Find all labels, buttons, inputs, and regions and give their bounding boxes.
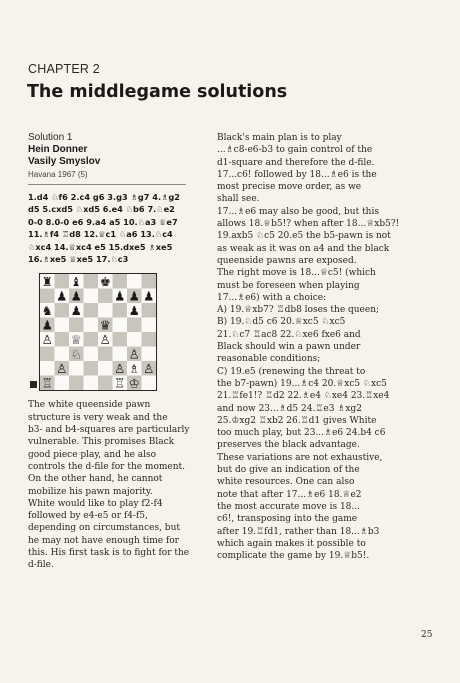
page-number: 25 <box>421 630 433 640</box>
square-b1 <box>55 376 70 391</box>
white-pawn-a4-icon: ♙ <box>41 332 53 348</box>
text-line: controls the d-file for the moment. <box>28 461 186 472</box>
text-line: 19.axb5 ♘c5 20.e5 the b5-pawn is not <box>217 231 391 242</box>
white-pawn-b2-icon: ♙ <box>56 361 68 377</box>
text-line: A) 19.♕xb7? ♖db8 loses the queen; <box>217 305 380 316</box>
text-line: Black's main plan is to play <box>217 133 342 143</box>
black-player: Vasily Smyslov <box>28 156 101 167</box>
square-c2 <box>69 361 84 376</box>
text-line: The right move is 18...♕c5! (which <box>217 268 376 279</box>
text-line: C) 19.e5 (renewing the threat to <box>217 366 366 377</box>
square-a3 <box>40 347 55 362</box>
text-line: c6!, transposing into the game <box>217 514 358 525</box>
black-pawn-a5-icon: ♟ <box>41 317 53 333</box>
text-line: complicate the game by 19.♕b5!. <box>217 551 370 562</box>
white-knight-c3-icon: ♘ <box>70 346 82 362</box>
square-e7 <box>98 289 113 304</box>
text-line: 17...c6! followed by 18...♗e6 is the <box>217 169 377 180</box>
square-e6 <box>98 303 113 318</box>
square-b4 <box>55 332 70 347</box>
square-h4 <box>142 332 157 347</box>
text-line: The white queenside pawn <box>28 400 151 411</box>
text-line: this. His first task is to fight for the <box>28 548 190 558</box>
white-pawn-h2-icon: ♙ <box>143 361 155 377</box>
turn-marker-icon <box>30 381 37 388</box>
black-pawn-c6-icon: ♟ <box>70 303 82 319</box>
square-f3 <box>113 347 128 362</box>
text-line: ...♗c8-e6-b3 to gain control of the <box>217 145 373 156</box>
white-pawn-g3-icon: ♙ <box>128 346 140 362</box>
text-line: 17...♗e6) with a choice: <box>217 292 327 303</box>
square-b5 <box>55 318 70 333</box>
white-bishop-g2-icon: ♗ <box>128 361 140 377</box>
white-player: Hein Donner <box>28 144 88 155</box>
text-line: allows 18.♕b5!? when after 18...♕xb5?! <box>217 219 400 230</box>
square-c1 <box>69 376 84 391</box>
text-line: d1-square and therefore the d-file. <box>217 157 375 168</box>
event-info: Havana 1967 (5) <box>28 170 88 179</box>
text-line: most precise move order, as we <box>217 182 362 193</box>
text-line: and now 23...♗d5 24.♖e3 ♗xg2 <box>217 403 362 414</box>
chess-diagram <box>28 273 210 391</box>
left-body-text <box>28 399 210 571</box>
text-line: These variations are not exhaustive, <box>217 452 383 463</box>
text-line: preserves the black advantage. <box>217 440 360 451</box>
left-column <box>28 132 210 572</box>
square-h3 <box>142 347 157 362</box>
text-line: mobilize his pawn majority. <box>28 486 153 497</box>
square-d5 <box>84 318 99 333</box>
text-line: reasonable conditions; <box>217 354 321 365</box>
white-king-g1-icon: ♔ <box>128 375 140 391</box>
black-rook-a8-icon: ♜ <box>41 274 53 290</box>
square-g4 <box>127 332 142 347</box>
square-d4 <box>84 332 99 347</box>
text-line: 25.♔xg2 ♖xb2 26.♖d1 gives White <box>217 415 377 426</box>
square-d2 <box>84 361 99 376</box>
white-queen-c4-icon: ♕ <box>70 332 82 348</box>
square-f5 <box>113 318 128 333</box>
square-f6 <box>113 303 128 318</box>
square-d8 <box>84 274 99 289</box>
text-line: after 19.♖fd1, rather than 18...♗b3 <box>217 526 380 537</box>
black-pawn-h7-icon: ♟ <box>143 288 155 304</box>
text-line: shall see. <box>217 194 260 205</box>
text-line: depending on circumstances, but <box>28 523 180 534</box>
text-line: White would like to play f2-f4 <box>28 498 163 509</box>
black-pawn-c7-icon: ♟ <box>70 288 82 304</box>
text-line: structure is very weak and the <box>28 412 168 423</box>
square-c5 <box>69 318 84 333</box>
text-line: b3- and b4-squares are particularly <box>28 425 190 436</box>
square-a7 <box>40 289 55 304</box>
black-bishop-c8-icon: ♝ <box>70 274 82 290</box>
black-pawn-g7-icon: ♟ <box>128 288 140 304</box>
white-pawn-f2-icon: ♙ <box>114 361 126 377</box>
move-line: d5 5.cxd5 ♘xd5 6.e4 ♘b6 7.♘e2 <box>28 204 175 215</box>
black-king-e8-icon: ♚ <box>99 274 111 290</box>
square-a2 <box>40 361 55 376</box>
black-pawn-f7-icon: ♟ <box>114 288 126 304</box>
text-line: white resources. One can also <box>217 477 355 488</box>
square-d3 <box>84 347 99 362</box>
black-pawn-g6-icon: ♟ <box>128 303 140 319</box>
text-line: queenside pawns are exposed. <box>217 255 357 266</box>
square-h6 <box>142 303 157 318</box>
square-b3 <box>55 347 70 362</box>
move-line: ♘xc4 14.♕xc4 e5 15.dxe5 ♗xe5 <box>28 241 173 252</box>
text-line: vulnerable. This promises Black <box>28 437 175 448</box>
text-line: good piece play, and he also <box>28 449 157 460</box>
text-line: but do give an indication of the <box>217 465 360 476</box>
square-e2 <box>98 361 113 376</box>
text-line: the most accurate move is 18... <box>217 501 360 512</box>
text-line: the b7-pawn) 19...♗c4 20.♕xc5 ♘xc5 <box>217 378 387 389</box>
white-rook-a1-icon: ♖ <box>41 375 53 391</box>
square-g8 <box>127 274 142 289</box>
black-knight-a6-icon: ♞ <box>41 303 53 319</box>
square-h5 <box>142 318 157 333</box>
move-line: 11.♗f4 ♖d8 12.♕c1 ♘a6 13.♘c4 <box>28 229 173 240</box>
text-line: which again makes it possible to <box>217 538 366 549</box>
square-d1 <box>84 376 99 391</box>
text-line: d-file. <box>28 560 54 571</box>
text-line: B) 19.♘d5 c6 20.♕xc5 ♘xc5 <box>217 317 346 328</box>
text-line: note that after 17...♗e6 18.♕e2 <box>217 489 362 500</box>
text-line: 21.♖fe1!? ♖d2 22.♗e4 ♘xe4 23.♖xe4 <box>217 391 390 402</box>
divider <box>28 184 186 185</box>
move-line: 0-0 8.0-0 e6 9.a4 a5 10.♘a3 ♕e7 <box>28 216 178 227</box>
black-queen-e5-icon: ♛ <box>99 317 111 333</box>
text-line: On the other hand, he cannot <box>28 474 163 485</box>
square-g5 <box>127 318 142 333</box>
text-line: must be foreseen when playing <box>217 280 360 291</box>
move-list <box>28 191 210 265</box>
text-line: 21.♘c7 ♖ac8 22.♘xe6 fxe6 and <box>217 329 361 340</box>
text-line: 17...♗e6 may also be good, but this <box>217 206 379 217</box>
square-e3 <box>98 347 113 362</box>
square-h8 <box>142 274 157 289</box>
text-line: as weak as it was on a4 and the black <box>217 243 390 254</box>
square-e1 <box>98 376 113 391</box>
move-line: 16.♗xe5 ♕xe5 17.♘c3 <box>28 254 129 265</box>
square-f8 <box>113 274 128 289</box>
square-h1 <box>142 376 157 391</box>
right-column <box>217 132 435 562</box>
square-b6 <box>55 303 70 318</box>
chapter-label: CHAPTER 2 <box>28 62 100 76</box>
text-line: Black should win a pawn under <box>217 342 361 353</box>
text-line: too much play, but 23...♗e6 24.b4 c6 <box>217 428 386 439</box>
text-line: followed by e4-e5 or f4-f5, <box>28 511 148 522</box>
white-pawn-e4-icon: ♙ <box>99 332 111 348</box>
move-line: 1.d4 ♘f6 2.c4 g6 3.g3 ♗g7 4.♗g2 <box>28 192 180 202</box>
white-rook-f1-icon: ♖ <box>114 375 126 391</box>
square-d7 <box>84 289 99 304</box>
black-pawn-b7-icon: ♟ <box>56 288 68 304</box>
square-d6 <box>84 303 99 318</box>
solution-label: Solution 1 <box>28 132 73 143</box>
text-line: he may not have enough time for <box>28 535 179 546</box>
chapter-title: The middlegame solutions <box>27 82 288 102</box>
square-f4 <box>113 332 128 347</box>
chess-board <box>39 273 159 391</box>
square-b8 <box>55 274 70 289</box>
